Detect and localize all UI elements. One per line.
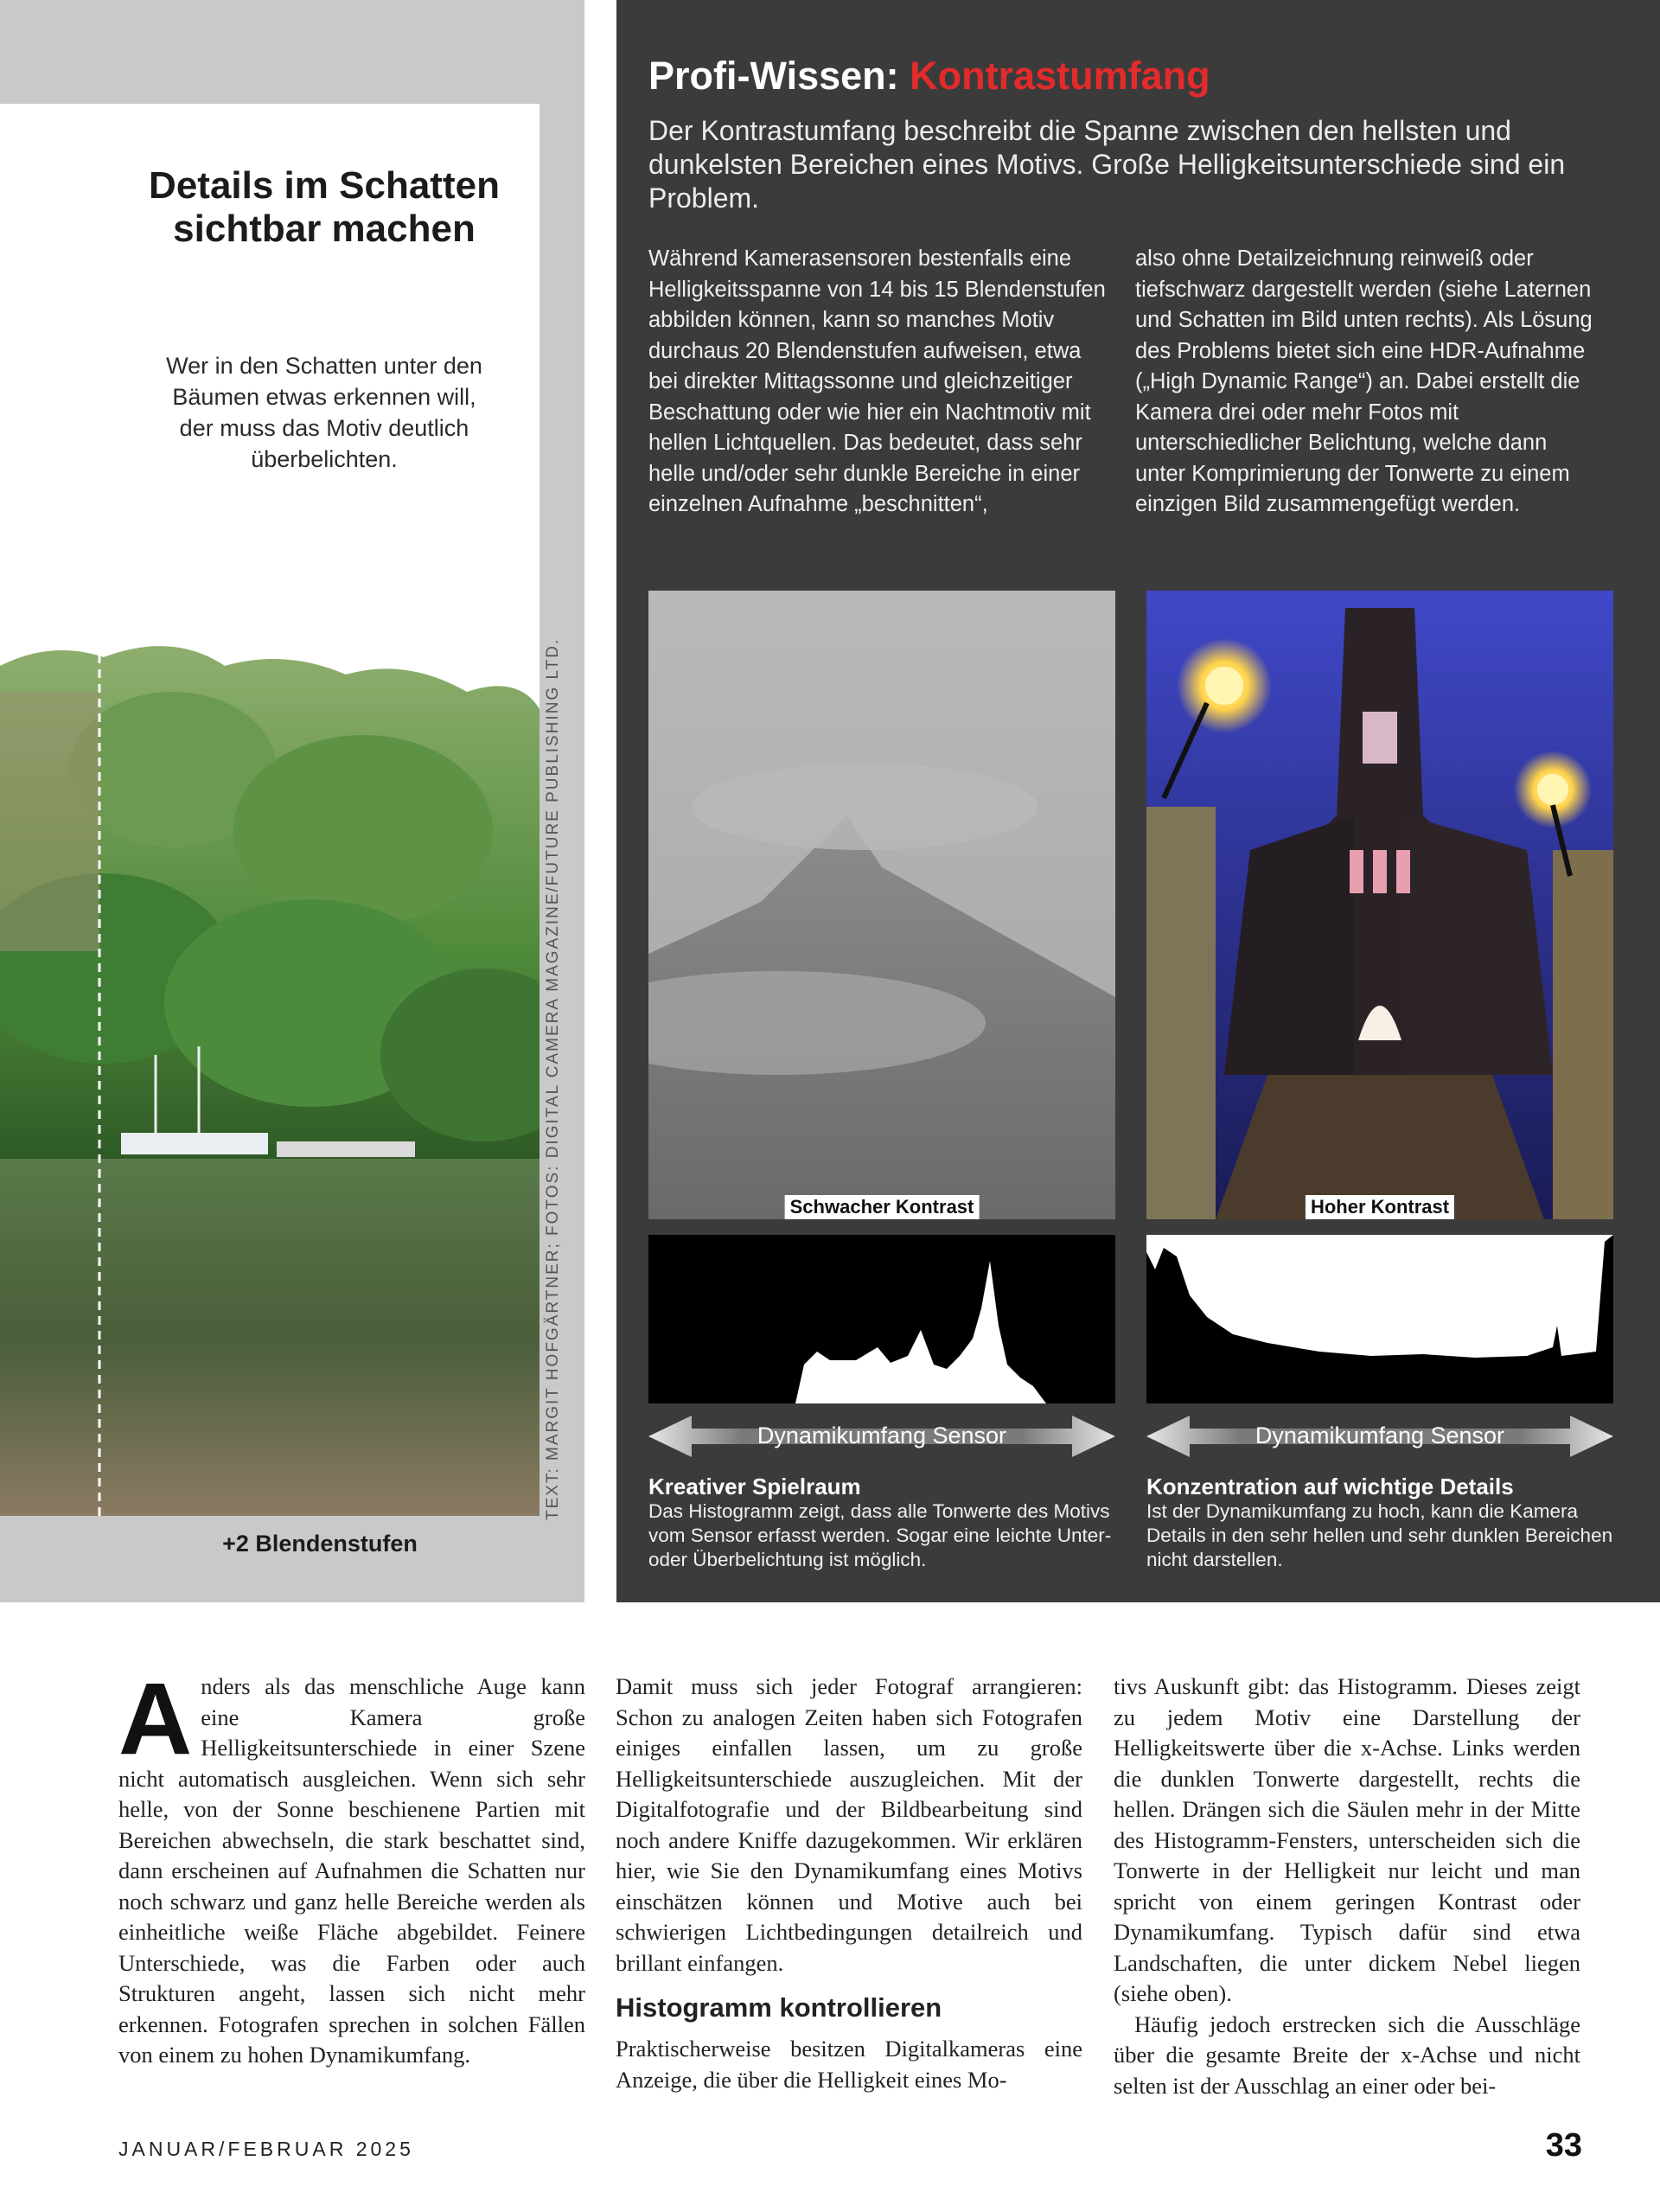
article-column-3 xyxy=(1114,1672,1580,2101)
low-contrast-caption-text: Das Histogramm zeigt, dass alle Tonwerte des Motivs vom Sensor erfasst werden. Sogar eine leichte Unter- oder Überbelichtung ist möglich. xyxy=(648,1500,1112,1570)
article-paragraph-1: nders als das menschliche Auge kann eine Kamera große Helligkeitsunterschiede in einer Szene nicht automatisch ausgleichen. Wenn sich sehr helle, von der Sonne beschienene Partien mit Bereichen abwechseln, die stark beschattet sind, dann erscheinen auf Aufnahmen die Schatten nur noch schwarz und ganz helle Bereiche werden als einheitliche weiße Fläche abgebildet. Feinere Unterschiede, was die Farben oder auch Strukturen angeht, lassen sich nicht mehr erkennen. Fotografen sprechen in solchen Fällen von einem zu hohen Dynamikumfang. xyxy=(118,1673,585,2068)
info-box-column-1: Während Kamerasensoren bestenfalls eine Helligkeitsspanne von 14 bis 15 Blendenstufen abbilden können, kann so manches Motiv durchaus 20 Blendenstufen aufweisen, etwa bei direkter Mittagssonne und gleichzeitiger Beschattung oder wie hier ein Nachtmotiv mit hellen Lichtquellen. Das bedeutet, dass sehr helle und/oder sehr dunkle Bereiche in einer einzelnen Aufnahme „beschnitten“, xyxy=(648,246,1106,516)
article-paragraph-2: Damit muss sich jeder Fotograf arrangieren: Schon zu analogen Zeiten haben sich Fotografen einiges einfallen lassen, um zu große Helligkeitsunterschiede auszugleichen. Mit der Digitalfotografie und der Bildbearbeitung sind noch andere Kniffe dazugekommen. Wir erklären hier, wie Sie den Dynamikumfang eines Motivs einschätzen können und Motive auch bei schwierigen Lichtbedingungen detailreich und brillant einfangen. xyxy=(616,1673,1082,1976)
high-contrast-label: Hoher Kontrast xyxy=(1306,1195,1454,1219)
sidebar-photo-caption: +2 Blendenstufen xyxy=(222,1531,418,1557)
low-dynamic-range-label: Dynamikumfang Sensor xyxy=(757,1422,1007,1448)
sidebar-intro: Wer in den Schatten unter den Bäumen etwas erkennen will, der muss das Motiv deutlich überbelichten. xyxy=(166,353,482,472)
issue-date: JANUAR/FEBRUAR 2025 xyxy=(118,2138,414,2160)
info-box-title-prefix: Profi-Wissen: xyxy=(648,54,899,98)
page-number: 33 xyxy=(1545,2127,1582,2164)
church-night-image xyxy=(1146,591,1613,1219)
sidebar-heading: Details im Schatten sichtbar machen xyxy=(149,164,500,250)
lake-overexposed-photo xyxy=(0,640,540,1516)
high-contrast-caption-title: Konzentration auf wichtige Details xyxy=(1146,1474,1514,1499)
high-contrast-caption-text: Ist der Dynamikumfang zu hoch, kann die Kamera Details in den sehr hellen und sehr dunklen Bereichen nicht darstellen. xyxy=(1146,1500,1613,1570)
low-dynamic-range-arrow xyxy=(648,1416,1115,1457)
fog-mountain-photo xyxy=(648,591,1115,1219)
article-column-2 xyxy=(616,1672,1082,2095)
photo-credit: TEXT: MARGIT HOFGÄRTNER; FOTOS: DIGITAL CAMERA MAGAZINE/FUTURE PUBLISHING LTD. xyxy=(544,637,562,1520)
article-subheading: Histogramm kontrollieren xyxy=(616,1992,942,2023)
high-dynamic-range-arrow xyxy=(1146,1416,1613,1457)
low-contrast-label: Schwacher Kontrast xyxy=(785,1195,980,1219)
info-box-title xyxy=(648,54,1210,99)
fog-mountain-image xyxy=(648,591,1115,1219)
low-contrast-caption-title: Kreativer Spielraum xyxy=(648,1474,861,1499)
article-column-1 xyxy=(118,1662,585,2071)
high-contrast-histogram xyxy=(1146,1235,1613,1403)
info-box-lead: Der Kontrastumfang beschreibt die Spanne zwischen den hellsten und dunkelsten Bereichen eines Motivs. Große Helligkeitsunterschiede sind ein Problem. xyxy=(648,115,1566,214)
low-contrast-histogram xyxy=(648,1235,1115,1403)
drop-cap: A xyxy=(118,1662,193,1776)
info-box-title-accent: Kontrastumfang xyxy=(910,54,1210,98)
church-night-photo xyxy=(1146,591,1613,1219)
high-dynamic-range-label: Dynamikumfang Sensor xyxy=(1255,1422,1505,1448)
article-paragraph-3: Praktischerweise besitzen Digitalkameras eine Anzeige, die über die Helligkeit eines Mo- xyxy=(616,2036,1082,2093)
high-contrast-histogram-curve xyxy=(1146,1235,1613,1403)
article-paragraph-5: Häufig jedoch erstrecken sich die Ausschläge über die gesamte Breite der x-Achse und nicht selten ist der Ausschlag an einer oder bei- xyxy=(1114,2011,1580,2099)
low-contrast-histogram-curve xyxy=(648,1261,1115,1403)
article-paragraph-4: tivs Auskunft gibt: das Histogramm. Dieses zeigt zu jedem Motiv eine Darstellung der Helligkeitswerte über die x-Achse. Links werden die dunklen Tonwerte dargestellt, rechts die hellen. Drängen sich die Säulen mehr in der Mitte des Histogramm-Fensters, unterscheiden sich die Tonwerte in der Helligkeit nur leicht und man spricht von einem geringen Kontrast oder Dynamikumfang. Typisch dafür sind etwa Landschaften, die unter dickem Nebel liegen (siehe oben). xyxy=(1114,1673,1580,2006)
info-box-column-2: also ohne Detailzeichnung reinweiß oder tiefschwarz dargestellt werden (siehe Laternen und Schatten im Bild unten rechts). Als Lösung des Problems bietet sich eine HDR-Aufnahme („High Dynamic Range“) an. Dabei erstellt die Kamera drei oder mehr Fotos mit unterschiedlicher Belichtung, welche dann unter Komprimierung der Tonwerte zu einem einzigen Bild zusammengefügt werden. xyxy=(1135,246,1593,516)
